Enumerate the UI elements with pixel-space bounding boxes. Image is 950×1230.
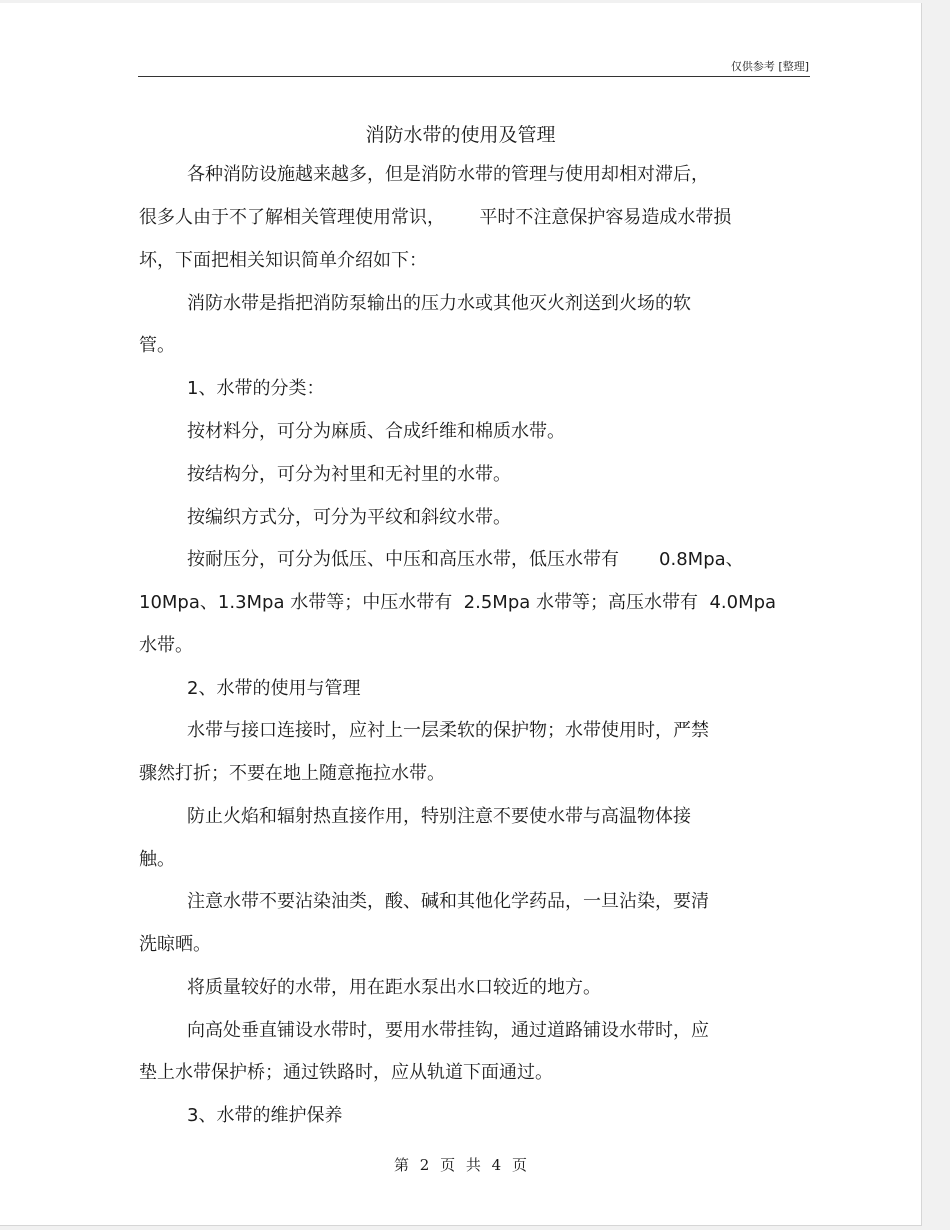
- paragraph-line: 向高处垂直铺设水带时，要用水带挂钩，通过道路铺设水带时，应: [187, 1020, 709, 1041]
- document-title: 消防水带的使用及管理: [365, 124, 556, 146]
- paragraph-line: 触。: [139, 849, 175, 870]
- paragraph-line: 各种消防设施越来越多，但是消防水带的管理与使用却相对滞后，: [187, 164, 709, 185]
- paragraph-line: 水带。: [139, 635, 193, 656]
- section-heading: 2、水带的使用与管理: [187, 678, 361, 699]
- paragraph-line: 将质量较好的水带，用在距水泵出水口较近的地方。: [187, 977, 601, 998]
- section-heading: 1、水带的分类：: [187, 378, 325, 399]
- paragraph-line: 消防水带是指把消防泵输出的压力水或其他灭火剂送到火场的软: [187, 293, 691, 314]
- paragraph-line: 按耐压分，可分为低压、中压和高压水带，低压水带有 0.8Mpa、: [187, 549, 744, 570]
- paragraph-line: 洗晾晒。: [139, 934, 211, 955]
- paragraph-line: 管。: [139, 335, 175, 356]
- paragraph-line: 10Mpa、1.3Mpa 水带等；中压水带有 2.5Mpa 水带等；高压水带有 4.0Mpa: [139, 592, 777, 613]
- paragraph-line: 骤然打折；不要在地上随意拖拉水带。: [139, 763, 445, 784]
- header-divider: [138, 76, 810, 77]
- document-page: [0, 3, 922, 1226]
- paragraph-line: 水带与接口连接时，应衬上一层柔软的保护物；水带使用时，严禁: [187, 720, 709, 741]
- paragraph-line: 坏，下面把相关知识简单介绍如下：: [139, 250, 427, 271]
- paragraph-line: 按结构分，可分为衬里和无衬里的水带。: [187, 464, 511, 485]
- section-heading: 3、水带的维护保养: [187, 1105, 343, 1126]
- paragraph-line: 注意水带不要沾染油类，酸、碱和其他化学药品，一旦沾染，要清: [187, 891, 709, 912]
- page-header: 仅供参考 [整理]: [730, 60, 809, 73]
- paragraph-line: 按材料分，可分为麻质、合成纤维和棉质水带。: [187, 421, 565, 442]
- paragraph-line: 防止火焰和辐射热直接作用，特别注意不要使水带与高温物体接: [187, 806, 691, 827]
- paragraph-line: 垫上水带保护桥；通过铁路时，应从轨道下面通过。: [139, 1062, 553, 1083]
- paragraph-line: 很多人由于不了解相关管理使用常识， 平时不注意保护容易造成水带损: [139, 207, 732, 228]
- paragraph-line: 按编织方式分，可分为平纹和斜纹水带。: [187, 507, 511, 528]
- page-number-footer: 第 2 页 共 4 页: [394, 1156, 527, 1174]
